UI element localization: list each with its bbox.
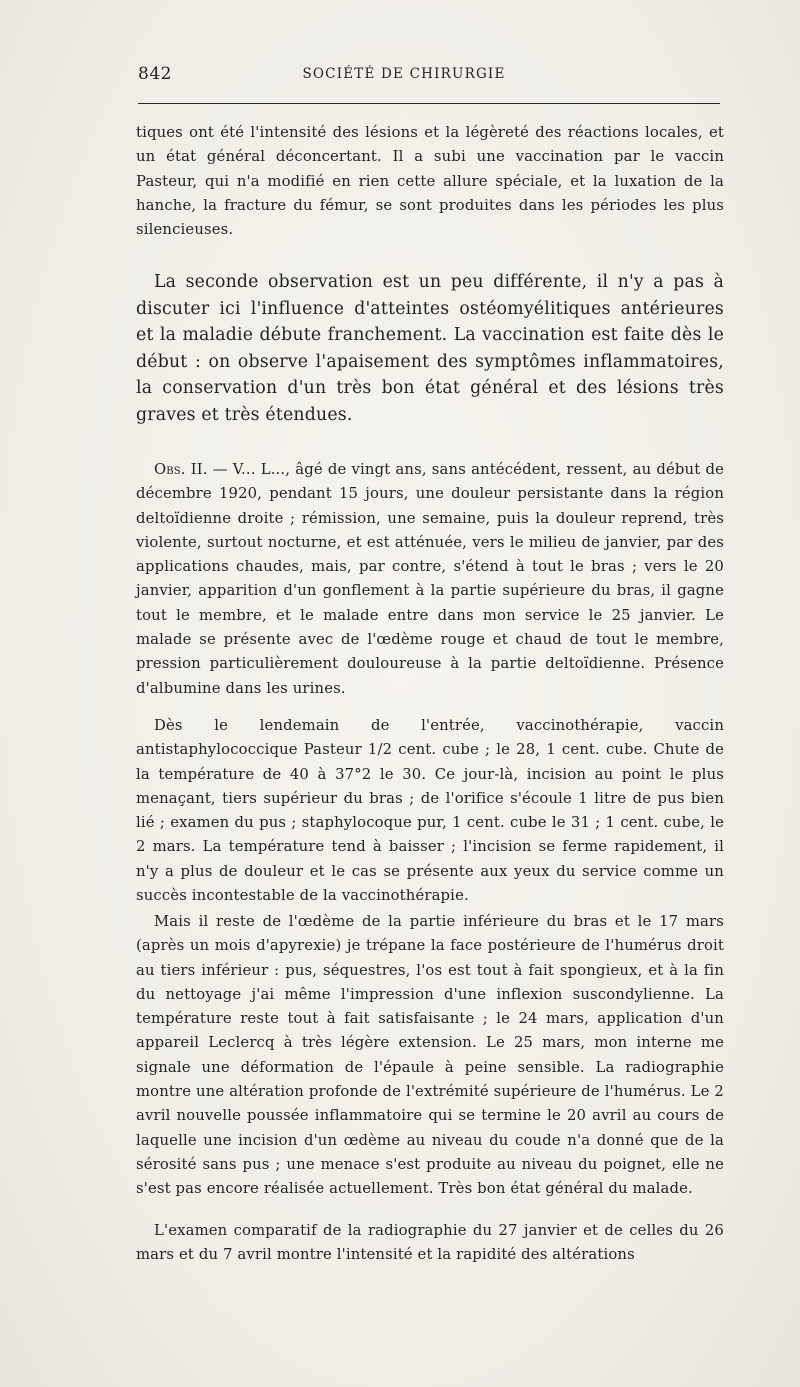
paragraph-trepanation: Mais il reste de l'œdème de la partie inférieure du bras et le 17 mars (après un mois d'apyrexie) je trépane la face postérieure de l'humérus droit au tiers inférieur : pus, séquestres, l'os est tout à fait spongieux, et à la fin du nettoyage j'ai même l'impression d'une inflexion suscondylienne. La température reste tout à fait satisfaisante ; le 24 mars, application d'un appareil Leclercq à très légère extension. Le 25 mars, mon interne me signale une déformation de l'épaule à peine sensible. La radiographie montre une altération profonde de l'extrémité supérieure de l'humérus. Le 2 avril nouvelle poussée inflammatoire qui se termine le 20 avril au cours de laquelle une incision d'un œdème au niveau du coude n'a donné que de la sérosité sans pus ; une menace s'est produite au niveau du poignet, elle ne s'est pas encore réalisée actuellement. Très bon état général du malade.: [136, 913, 724, 1198]
paragraph-vaccinotherapy: Dès le lendemain de l'entrée, vaccinothérapie, vaccin antistaphylococcique Pasteur 1/2 cent. cube ; le 28, 1 cent. cube. Chute de la température de 40 à 37°2 le 30. Ce jour-là, incision au point le plus menaçant, tiers supérieur du bras ; de l'orifice s'écoule 1 litre de pus bien lié ; examen du pus ; staphylocoque pur, 1 cent. cube le 31 ; 1 cent. cube, le 2 mars. La température tend à baisser ; l'incision se ferme rapidement, il n'y a plus de douleur et le cas se présente aux yeux du service comme un succès incontestable de la vaccinothérapie.: [136, 717, 724, 905]
paragraph-continuation: tiques ont été l'intensité des lésions et la légèreté des réactions locales, et un état général déconcertant. Il a subi une vaccination par le vaccin Pasteur, qui n'a modifié en rien cette allure spéciale, et la luxation de la hanche, la fracture du fémur, se sont produites dans les périodes les plus silencieuses.: [136, 124, 724, 239]
observation-label: Obs. II. —: [154, 461, 228, 478]
paragraph-radiography: L'examen comparatif de la radiographie du 27 janvier et de celles du 26 mars et du 7 avril montre l'intensité et la rapidité des altérations: [136, 1222, 724, 1264]
page-number: 842: [138, 64, 172, 84]
paragraph-observation-2: [136, 458, 724, 701]
paragraph-second-observation-intro: La seconde observation est un peu différente, il n'y a pas à discuter ici l'influence d'atteintes ostéomyélitiques antérieures et la maladie débute franchement. La vaccination est faite dès le début : on observe l'apaisement des symptômes inflammatoires, la conservation d'un très bon état général et des lésions très graves et très étendues.: [136, 272, 724, 425]
running-title: SOCIÉTÉ DE CHIRURGIE: [302, 66, 506, 82]
page-header: [136, 64, 724, 86]
observation-text: V... L..., âgé de vingt ans, sans antécédent, ressent, au début de décembre 1920, pendant 15 jours, une douleur persistante dans la région deltoïdienne droite ; rémission, une semaine, puis la douleur reprend, très violente, surtout nocturne, et est atténuée, vers le milieu de janvier, par des applications chaudes, mais, par contre, s'étend à tout le bras ; vers le 20 janvier, apparition d'un gonflement à la partie supérieure du bras, il gagne tout le membre, et le malade entre dans mon service le 25 janvier. Le malade se présente avec de l'œdème rouge et chaud de tout le membre, pression particulièrement douloureuse à la partie deltoïdienne. Présence d'albumine dans les urines.: [136, 461, 724, 697]
header-rule: [138, 103, 720, 104]
